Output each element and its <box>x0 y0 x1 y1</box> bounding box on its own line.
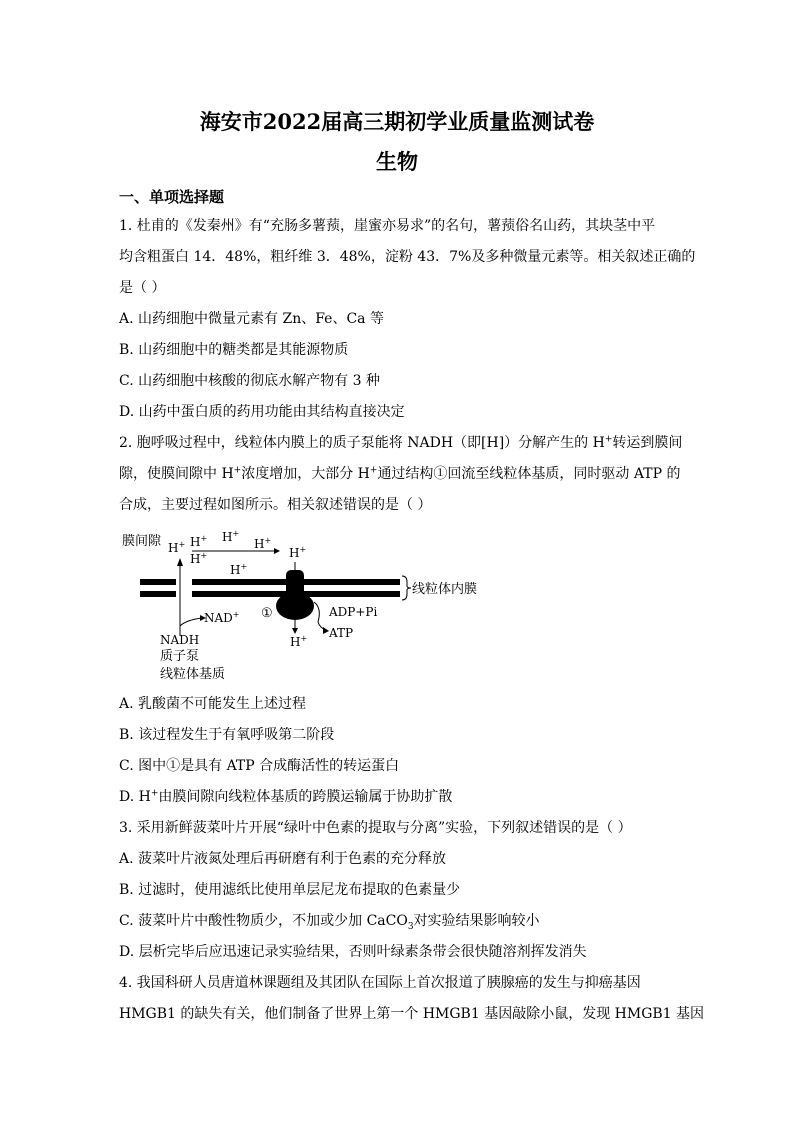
h-flow-arrowhead <box>274 548 280 554</box>
q4-stem-line-2: HMGB1 的缺失有关，他们制备了世界上第一个 HMGB1 基因敲除小鼠，发现 HMGB1 基因 <box>119 1006 705 1022</box>
label-adp-pi: ADP+Pi <box>329 605 378 619</box>
q2-stem-line-1: 2. 胞呼吸过程中，线粒体内膜上的质子泵能将 NADH（即[H]）分解产生的 H+转运到膜间 <box>119 434 683 451</box>
label-matrix: 线粒体基质 <box>160 667 226 682</box>
q3-option-b[interactable]: B. 过滤时，使用滤纸比使用单层尼龙布提取的色素量少 <box>119 882 461 898</box>
q1-option-c[interactable]: C. 山药细胞中核酸的彻底水解产物有 3 种 <box>119 373 380 389</box>
label-nadh: NADH <box>160 633 200 647</box>
label-h-2: H+ <box>190 534 208 549</box>
subject-title: 生物 <box>376 149 418 174</box>
adp-to-atp-arrow <box>314 602 326 630</box>
q3-option-d[interactable]: D. 层析完毕后应迅速记录实验结果，否则叶绿素条带会很快随溶剂挥发消失 <box>119 944 587 960</box>
mitochondrial-membrane-diagram <box>118 526 518 686</box>
q2-option-b[interactable]: B. 该过程发生于有氧呼吸第二阶段 <box>119 727 335 743</box>
label-h-5: H+ <box>190 551 208 566</box>
q3-option-a[interactable]: A. 菠菜叶片液氮处理后再研磨有利于色素的充分释放 <box>119 851 447 867</box>
q3-stem: 3. 采用新鲜菠菜叶片开展“绿叶中色素的提取与分离”实验，下列叙述错误的是（ ） <box>119 820 632 836</box>
q3-option-c[interactable]: C. 菠菜叶片中酸性物质少，不加或少加 CaCO$_3$对实验结果影响较小 <box>119 913 540 932</box>
q1-option-d[interactable]: D. 山药中蛋白质的药用功能由其结构直接决定 <box>119 404 405 420</box>
section-heading: 一、单项选择题 <box>119 188 225 206</box>
membrane-brace <box>402 576 411 600</box>
q2-stem-line-3: 合成，主要过程如图所示。相关叙述错误的是（ ） <box>119 497 432 513</box>
page-title: 海安市2022届高三期初学业质量监测试卷 <box>199 109 595 134</box>
q2-stem-line-2: 隙，使膜间隙中 H+浓度增加，大部分 H+通过结构①回流至线粒体基质，同时驱动 ATP 的 <box>119 465 681 482</box>
nad-arrow <box>180 618 202 626</box>
q2-option-c[interactable]: C. 图中①是具有 ATP 合成酶活性的转运蛋白 <box>119 758 400 774</box>
label-h-1: H+ <box>168 540 186 555</box>
label-h-3: H+ <box>222 529 240 544</box>
q1-stem-line-3: 是（ ） <box>119 280 166 296</box>
q2-option-d[interactable]: D. H+由膜间隙向线粒体基质的跨膜运输属于协助扩散 <box>119 788 453 805</box>
atp-synthase-head <box>276 592 314 620</box>
label-h-top: H+ <box>289 545 307 560</box>
label-intermembrane-space: 膜间隙 <box>122 534 162 549</box>
membrane-left-lower <box>140 591 176 597</box>
q1-stem-line-2: 均含粗蛋白 14．48%，粗纤维 3．48%，淀粉 43．7%及多种微量元素等。相关叙述正确的 <box>119 249 696 265</box>
label-atp: ATP <box>329 626 354 640</box>
label-structure-1: ① <box>261 606 273 621</box>
membrane-left-upper <box>140 579 176 585</box>
h-out-arrowhead <box>292 628 298 634</box>
q1-stem-line-1: 1. 杜甫的《发秦州》有“充肠多薯蓣，崖蜜亦易求”的名句，薯蓣俗名山药，其块茎中平 <box>119 218 656 234</box>
q1-option-a[interactable]: A. 山药细胞中微量元素有 Zn、Fe、Ca 等 <box>119 311 384 327</box>
label-h-bottom: H+ <box>290 634 308 649</box>
label-inner-membrane: 线粒体内膜 <box>412 582 478 597</box>
q1-option-b[interactable]: B. 山药细胞中的糖类都是其能源物质 <box>119 342 349 358</box>
label-nad: NAD+ <box>204 610 240 625</box>
label-proton-pump: 质子泵 <box>160 649 200 664</box>
q4-stem-line-1: 4. 我国科研人员唐道林课题组及其团队在国际上首次报道了胰腺癌的发生与抑癌基因 <box>119 975 641 991</box>
q2-option-a[interactable]: A. 乳酸菌不可能发生上述过程 <box>119 696 307 712</box>
label-h-4: H+ <box>254 536 272 551</box>
proton-pump-arrowhead <box>177 558 183 566</box>
label-h-6: H+ <box>230 562 248 577</box>
